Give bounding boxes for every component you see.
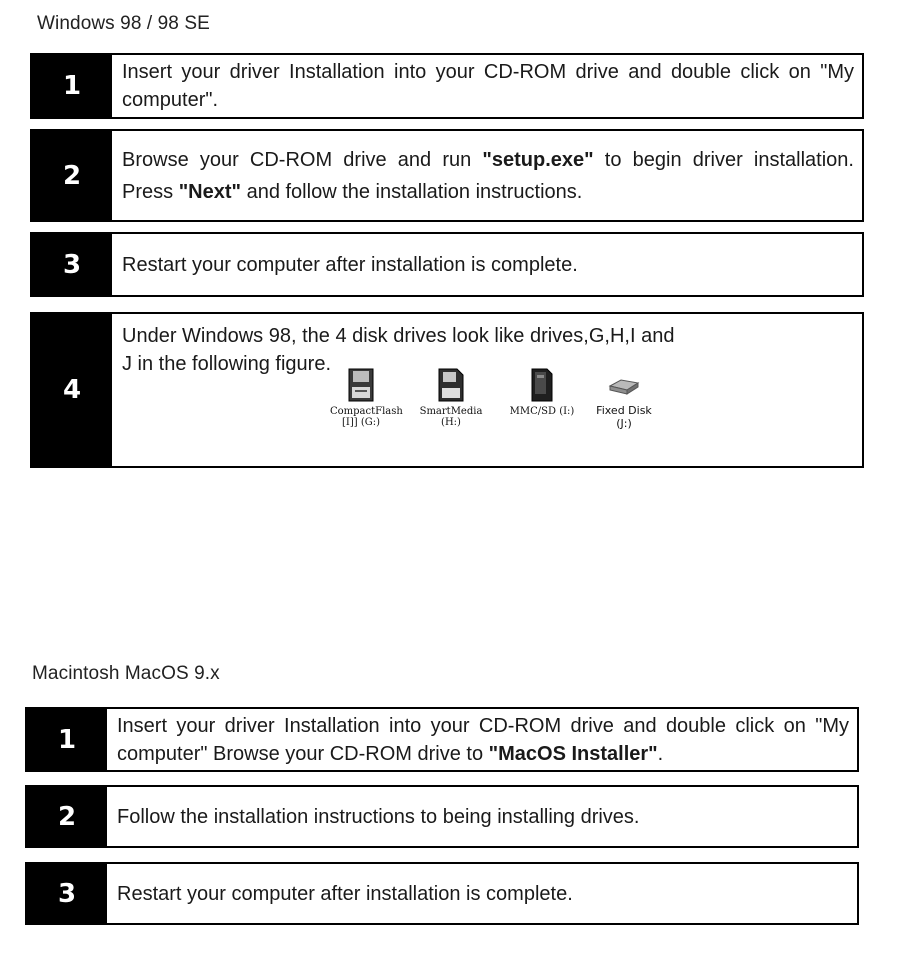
- windows-section-title: Windows 98 / 98 SE: [37, 13, 210, 34]
- next-label: "Next": [178, 180, 242, 203]
- step-text: Restart your computer after installation is complete.: [117, 882, 573, 905]
- smartmedia-drive-icon: [438, 368, 464, 402]
- mmc-sd-drive-icon: [531, 368, 553, 402]
- step-text-part: Insert your driver Installation into your CD-ROM drive and double click on "My computer" Browse your CD-ROM drive to: [117, 714, 849, 765]
- step-text: [112, 131, 862, 220]
- step-number-badge: 3: [32, 234, 112, 295]
- mac-step-2: [25, 785, 859, 848]
- drive-icons-figure: [330, 368, 680, 458]
- drive-label-letter: [I]] (G:): [342, 417, 380, 428]
- drive-label-letter: (J:): [616, 417, 632, 430]
- drive-label: MMC/SD (I:): [509, 406, 575, 417]
- drive-smartmedia: [418, 368, 484, 428]
- step-text: Restart your computer after installation is complete.: [122, 253, 578, 276]
- drive-label: SmartMedia: [419, 406, 483, 417]
- drive-label: CompactFlash: [330, 406, 403, 417]
- drive-label: Fixed Disk: [596, 404, 652, 417]
- step-number-badge: 1: [27, 709, 107, 770]
- step-text-part: to begin driver installation. Press: [122, 148, 854, 203]
- drive-compactflash: [330, 368, 403, 428]
- mac-step-3: [25, 862, 859, 925]
- mac-section-title: Macintosh MacOS 9.x: [32, 663, 220, 684]
- step-text-part: Browse your CD-ROM drive and run: [122, 148, 483, 171]
- step-number-badge: 1: [32, 55, 112, 117]
- fixed-disk-drive-icon: [607, 372, 641, 400]
- windows-step-1: [30, 53, 864, 119]
- step-number-badge: 2: [27, 787, 107, 846]
- step-text: Insert your driver Installation into your CD-ROM drive and double click on "My computer".: [122, 61, 854, 111]
- drive-mmc-sd: [506, 368, 578, 417]
- step-text-part: .: [657, 742, 664, 765]
- mac-step-1: [25, 707, 859, 772]
- drive-fixed-disk: [586, 372, 662, 430]
- step-4-description: Under Windows 98, the 4 disk drives look like drives,G,H,I and J in the following figure.: [122, 325, 675, 375]
- step-text: Follow the installation instructions to being installing drives.: [117, 805, 640, 828]
- compactflash-drive-icon: [348, 368, 374, 402]
- windows-step-2: [30, 129, 864, 222]
- step-number-badge: 3: [27, 864, 107, 923]
- step-text: [107, 709, 857, 770]
- step-number-badge: 4: [32, 314, 112, 466]
- macos-installer-label: "MacOS Installer": [488, 742, 658, 765]
- drive-label-letter: (H:): [441, 417, 461, 428]
- step-text-part: and follow the installation instructions.: [241, 180, 583, 203]
- setup-exe-label: "setup.exe": [482, 148, 594, 171]
- windows-step-3: [30, 232, 864, 297]
- step-number-badge: 2: [32, 131, 112, 220]
